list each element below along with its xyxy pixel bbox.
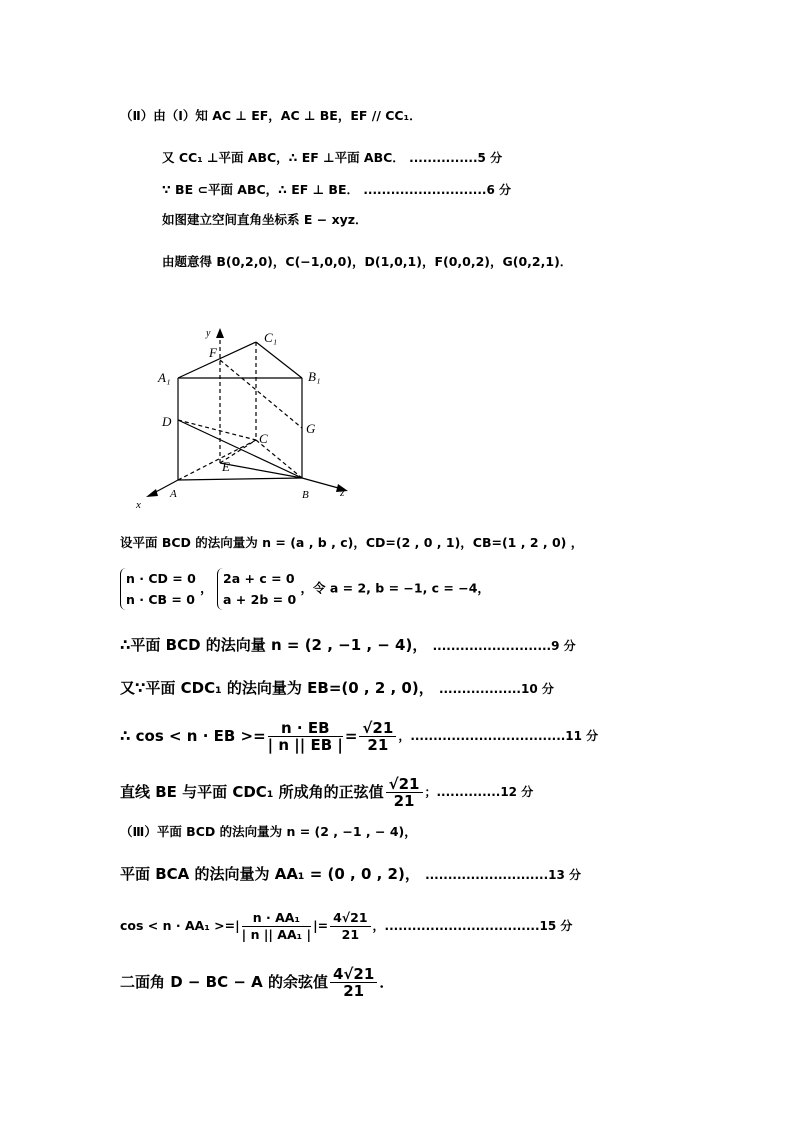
line-normal-bcd (120, 635, 576, 656)
edge-a-b (178, 478, 302, 480)
system-row-1: n · CD = 0 (126, 571, 196, 586)
line-sine-value (120, 772, 533, 812)
x-axis-arrow-icon (146, 489, 158, 497)
label-a: A (170, 488, 177, 500)
line-normal-bca-text: 平面 BCA 的法向量为 AA₁ = (0 , 0 , 2)， (120, 865, 420, 883)
edge-c1-b1 (256, 342, 302, 378)
dihedral-text: 二面角 D − BC − A 的余弦值 (120, 973, 328, 991)
equals-sign: = (344, 727, 358, 745)
label-c1: C₁ (264, 330, 278, 345)
points-15: ，..................................15 分 (372, 919, 573, 933)
fraction-cosine (330, 966, 377, 999)
system-dot-products (120, 568, 196, 610)
line-equation-system: n · CD = 0 n · CB = 0 ， 2a + c = 0 a + 2b = 0 ，令 a = 2, b = −1, c = −4， (120, 568, 490, 610)
label-g: G (306, 421, 316, 436)
solution-values: ，令 a = 2, b = −1, c = −4， (300, 580, 490, 596)
points-9: ..........................9 分 (432, 639, 576, 653)
label-y: y (206, 328, 211, 339)
line-coord-system: 如图建立空间直角坐标系 E − xyz． (162, 212, 368, 227)
edge-a1-c1 (178, 342, 256, 378)
label-c: C (259, 431, 268, 446)
label-e: E (222, 459, 230, 474)
segment-d-c (178, 420, 256, 440)
edge-a-c (178, 440, 256, 480)
line-cc1-perp-text: 又 CC₁ ⊥平面 ABC，∴ EF ⊥平面 ABC． (162, 150, 405, 165)
fraction-result (359, 720, 396, 753)
points-5: ...............5 分 (409, 151, 503, 165)
fraction-numerator: 4√21 (330, 910, 370, 927)
abs-equals: |= (313, 918, 329, 933)
fraction-sine (386, 776, 423, 809)
system-row-4: a + 2b = 0 (223, 592, 297, 607)
label-d: D (162, 414, 172, 429)
cos-eb-lhs: ∴ cos < n · EB >= (120, 727, 266, 745)
fraction-numerator: n · EB (268, 720, 343, 737)
line-normal-cdc1 (120, 678, 554, 699)
fraction-numerator: √21 (359, 720, 396, 737)
fraction-dot-product (268, 720, 343, 753)
system-row-3: 2a + c = 0 (223, 571, 295, 586)
fraction-denominator: 21 (393, 791, 415, 810)
line-coordinates: 由题意得 B(0,2,0)，C(−1,0,0)，D(1,0,1)，F(0,0,2)，G(0,2,1)． (162, 254, 573, 269)
prism-figure (130, 320, 360, 510)
label-x: x (136, 499, 141, 510)
fraction-result-2 (330, 910, 370, 943)
fraction-denominator: | n || EB | (267, 735, 343, 754)
line-normal-cdc1-text: 又∵平面 CDC₁ 的法向量为 EB=(0 , 2 , 0)， (120, 679, 434, 697)
label-b: B (302, 489, 309, 501)
period: ． (379, 973, 395, 991)
cos-aa1-lhs: cos < n · AA₁ >=| (120, 918, 240, 933)
system-linear (217, 568, 296, 610)
segment-d-b (178, 420, 302, 478)
points-13: ...........................13 分 (425, 868, 582, 882)
label-z: z (340, 487, 345, 499)
line-cos-eb (120, 716, 598, 756)
line-part3-intro: （Ⅲ）平面 BCD 的法向量为 n = (2 , −1 , − 4)， (120, 824, 417, 839)
fraction-numerator: √21 (386, 776, 423, 793)
fraction-numerator: 4√21 (330, 966, 377, 983)
system-row-2: n · CB = 0 (126, 592, 195, 607)
segment-e-b (220, 463, 302, 478)
y-axis-arrow-icon (216, 328, 224, 338)
label-a1: A₁ (158, 370, 171, 385)
fraction-numerator: n · AA₁ (242, 910, 311, 927)
fraction-denominator: | n || AA₁ | (241, 926, 312, 942)
fraction-denominator: 21 (343, 981, 365, 1000)
fraction-dot-product-2 (242, 910, 311, 943)
line-be-subset-text: ∵ BE ⊂平面 ABC，∴ EF ⊥ BE． (162, 182, 359, 197)
sine-value-text: 直线 BE 与平面 CDC₁ 所成角的正弦值 (120, 783, 384, 801)
fraction-denominator: 21 (367, 735, 389, 754)
fraction-denominator: 21 (341, 926, 360, 942)
line-cos-aa1 (120, 904, 572, 948)
label-f: F (209, 345, 217, 360)
segment-f-g (220, 360, 302, 428)
points-10: ..................10 分 (438, 682, 554, 696)
label-b1: B₁ (308, 369, 321, 384)
points-6: ...........................6 分 (363, 183, 511, 197)
z-axis (302, 478, 342, 489)
points-11: ，..................................11 分 (398, 729, 599, 743)
points-12: ；..............12 分 (424, 785, 534, 799)
line-be-subset (162, 180, 511, 200)
line-normal-bca (120, 864, 581, 885)
line-normal-bcd-text: ∴平面 BCD 的法向量 n = (2 , −1 , − 4)， (120, 636, 428, 654)
line-part2-intro: （Ⅱ）由（Ⅰ）知 AC ⊥ EF，AC ⊥ BE，EF // CC₁． (120, 108, 422, 123)
line-cc1-perp (162, 148, 502, 168)
line-normal-setup: 设平面 BCD 的法向量为 n = (a , b , c)，CD=(2 , 0 , 1)，CB=(1 , 2 , 0) ， (120, 535, 584, 550)
line-dihedral (120, 962, 394, 1002)
